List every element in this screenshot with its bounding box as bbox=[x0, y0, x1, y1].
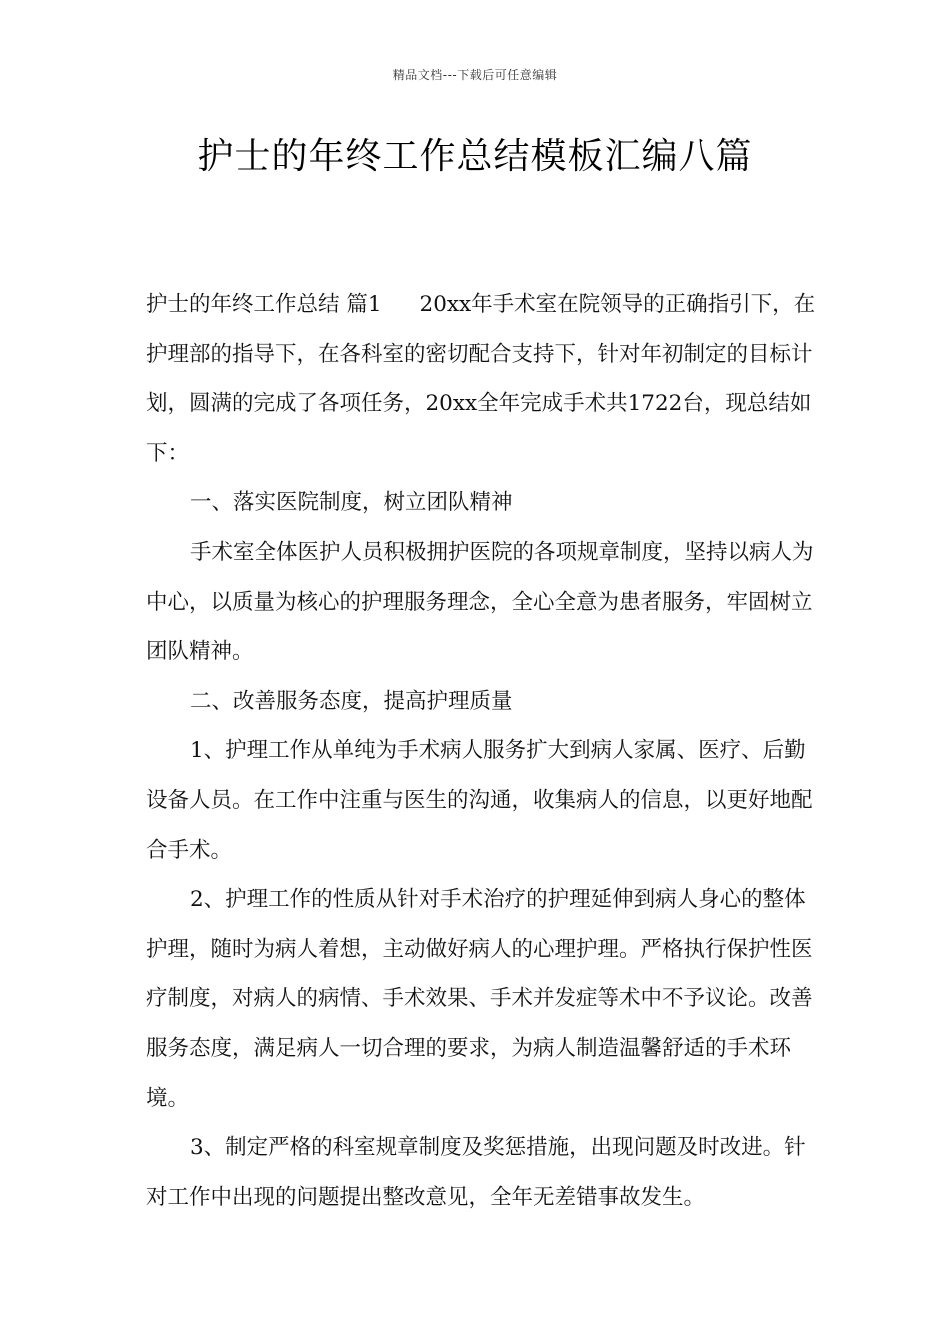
paragraph-two: 手术室全体医护人员积极拥护医院的各项规章制度，坚持以病人为中心，以质量为核心的护理服务理念，全心全意为患者服务，牢固树立团队精神。 bbox=[146, 539, 814, 665]
document-body bbox=[146, 280, 826, 1222]
heading-two: 二、改善服务态度，提高护理质量 bbox=[190, 688, 513, 714]
document-title: 护士的年终工作总结模板汇编八篇 bbox=[197, 136, 753, 177]
header-note: 精品文档---下载后可任意编辑 bbox=[392, 68, 558, 82]
paragraph-intro-text: 20xx年手术室在院领导的正确指引下，在护理部的指导下，在各科室的密切配合支持下，针对年初制定的目标计划，圆满的完成了各项任务，20xx全年完成手术共1722台，现总结如下： bbox=[146, 292, 816, 466]
heading-one: 一、落实医院制度，树立团队精神 bbox=[190, 490, 513, 516]
paragraph-intro bbox=[146, 280, 826, 478]
section-label: 护士的年终工作总结 篇1 bbox=[146, 292, 382, 317]
paragraph-four: 2、护理工作的性质从针对手术治疗的护理延伸到病人身心的整体护理，随时为病人着想，主动做好病人的心理护理。严格执行保护性医疗制度，对病人的病情、手术效果、手术并发症等术中不予议论。改善服务态度，满足病人一切合理的要求，为病人制造温馨舒适的手术环境。 bbox=[146, 887, 813, 1111]
paragraph-five: 3、制定严格的科室规章制度及奖惩措施，出现问题及时改进。针对工作中出现的问题提出整改意见，全年无差错事故发生。 bbox=[146, 1135, 806, 1210]
paragraph-three: 1、护理工作从单纯为手术病人服务扩大到病人家属、医疗、后勤设备人员。在工作中注重与医生的沟通，收集病人的信息，以更好地配合手术。 bbox=[146, 738, 813, 863]
